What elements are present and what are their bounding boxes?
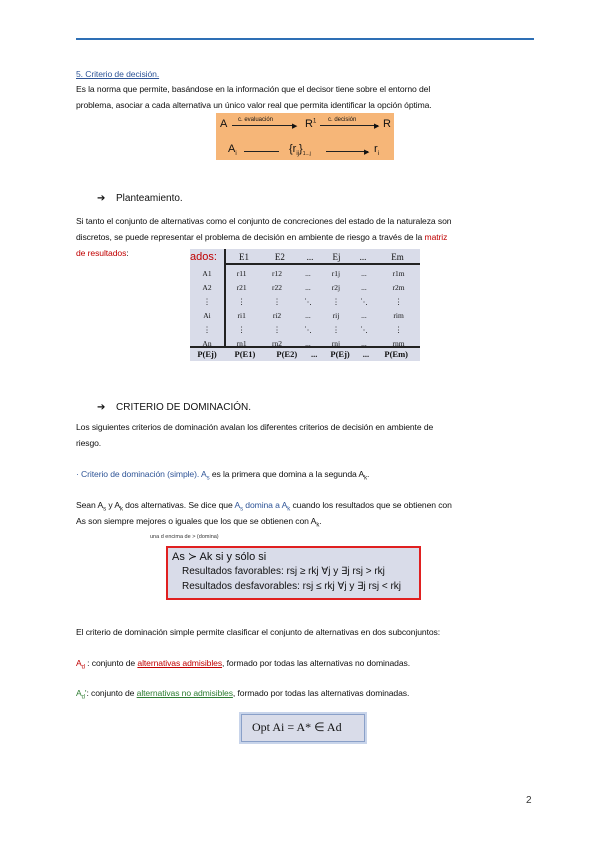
dominacion-line-2: riesgo. xyxy=(76,438,102,448)
diagram-ai: $A_i$ xyxy=(228,143,237,158)
matrix-footer-cell: P(Ej) xyxy=(330,349,350,359)
box-line-3: Resultados desfavorables: rsj ≤ rkj ∀j y ∃j rsj < rkj xyxy=(182,581,401,592)
matrix-cell: ... xyxy=(305,310,311,320)
diagram-r1: $R^1$ xyxy=(305,118,317,130)
diagram-a: A xyxy=(220,118,228,130)
as-line: As son siempre mejores o iguales que los que se obtienen con $A_k$. xyxy=(76,516,322,529)
matrix-footer-cell: P(E1) xyxy=(234,349,256,359)
header-rule xyxy=(76,38,534,40)
matrix-header-cell: ... xyxy=(306,252,314,262)
diagram-rij-set: $\{r_{ij}\}_{1...j}$ xyxy=(289,143,311,158)
matrix-cell: rn1 xyxy=(236,338,247,348)
matrix-cell: ... xyxy=(305,338,311,348)
opt-formula-box xyxy=(241,714,365,742)
matrix-cell: ⋮ xyxy=(273,296,281,306)
diagram-ri: $r_i$ xyxy=(374,143,380,158)
matrix-cell: rnm xyxy=(392,338,405,348)
table-row xyxy=(190,280,420,294)
matrix-footer-cell: P(Em) xyxy=(384,349,408,359)
matrix-cell: rim xyxy=(393,310,404,320)
matrix-cell: ⋮ xyxy=(203,296,211,306)
matrix-cell: r2j xyxy=(331,282,341,292)
matrix-cell: ⋮ xyxy=(394,296,403,306)
results-matrix xyxy=(190,249,420,361)
matrix-cell: r11 xyxy=(236,268,247,278)
matrix-cell: ... xyxy=(361,268,367,278)
matrix-header-table xyxy=(226,250,420,264)
matrix-cell: A1 xyxy=(202,268,212,278)
diagram-label-decision: c. decisión xyxy=(328,117,357,123)
matrix-header-cell: E2 xyxy=(274,252,285,262)
matrix-footer-cell: ... xyxy=(362,349,370,359)
arrow-head-2: ▶ xyxy=(374,123,380,130)
admisibles-link[interactable]: alternativas admisibles xyxy=(137,658,223,668)
matrix-footer-cell: P(Ej) xyxy=(197,349,217,359)
dominacion-heading: CRITERIO DE DOMINACIÓN. xyxy=(116,402,252,413)
box-line-1: As ≻ Ak si y sólo si xyxy=(172,551,267,563)
matrix-cell: ⋮ xyxy=(394,324,403,334)
decision-diagram xyxy=(216,113,394,160)
arrow-head-3: ▶ xyxy=(364,149,370,156)
matrix-link[interactable]: matriz xyxy=(424,232,448,242)
no-admisibles-link[interactable]: alternativas no admisibles xyxy=(136,688,233,698)
matrix-cell: ⋮ xyxy=(203,324,211,334)
dominance-definition-box xyxy=(166,546,421,600)
matrix-cell: rn2 xyxy=(272,338,283,348)
arrow-decision xyxy=(320,125,378,126)
arrow-icon: ➔ xyxy=(97,193,106,204)
matrix-cell: ⋱ xyxy=(304,324,312,334)
matrix-cell: rnj xyxy=(331,338,341,348)
matrix-cell: r22 xyxy=(272,282,283,292)
matrix-cell: ... xyxy=(305,268,311,278)
matrix-cell: ⋮ xyxy=(237,324,246,334)
matrix-cell: ⋮ xyxy=(332,296,340,306)
admisibles-line: $A_d$ : conjunto de alternativas admisibles, formado por todas las alternativas no dominadas. xyxy=(76,658,411,671)
matrix-cell: ⋮ xyxy=(237,296,246,306)
box-line-2: Resultados favorables: rsj ≥ rkj ∀j y ∃j rsj > rkj xyxy=(182,566,385,577)
matrix-footer-table xyxy=(190,347,420,361)
matrix-cell: rij xyxy=(332,310,340,320)
arrow-row2-b xyxy=(326,151,368,152)
matrix-cell: r1j xyxy=(331,268,341,278)
table-row xyxy=(190,308,420,322)
matrix-cell: A2 xyxy=(202,282,212,292)
clasificacion-line: El criterio de dominación simple permite clasificar el conjunto de alternativas en dos subconjuntos: xyxy=(76,627,441,637)
intro-line-1: Es la norma que permite, basándose en la información que el decisor tiene sobre el entorno del xyxy=(76,84,431,94)
matrix-cell: ... xyxy=(361,338,367,348)
matrix-cell: An xyxy=(202,338,212,348)
matrix-cell: ri1 xyxy=(237,310,246,320)
matrix-cell: ... xyxy=(361,310,367,320)
no-admisibles-line: $A_d'$: conjunto de alternativas no admisibles, formado por todas las alternativas dominadas. xyxy=(76,688,410,701)
matrix-cell: ⋮ xyxy=(332,324,340,334)
matrix-cell: ... xyxy=(305,282,311,292)
matrix-header-cell: Ej xyxy=(332,252,341,262)
matrix-cell: r1m xyxy=(392,268,405,278)
simple-criterion-line: · Criterio de dominación (simple). $A_s$ es la primera que domina a la segunda $A_k$. xyxy=(76,469,370,482)
matrix-cell: r12 xyxy=(272,268,283,278)
planteamiento-heading: Planteamiento. xyxy=(116,193,183,204)
matrix-header-cell: E1 xyxy=(238,252,249,262)
diagram-label-evaluation: c. evaluación xyxy=(238,117,274,123)
matrix-cell: ⋱ xyxy=(360,296,368,306)
matrix-cell: ⋱ xyxy=(304,296,312,306)
table-row xyxy=(190,322,420,336)
matrix-header-cell: Em xyxy=(391,252,404,262)
table-row xyxy=(190,294,420,308)
matrix-cell: ⋱ xyxy=(360,324,368,334)
matrix-footer-cell: P(E2) xyxy=(276,349,298,359)
diagram-r: R xyxy=(383,118,391,130)
page-number: 2 xyxy=(526,795,532,806)
section-title: 5. Criterio de decisión. xyxy=(76,69,160,79)
matrix-cell: r21 xyxy=(236,282,247,292)
domina-note: una d encima de > (domina) xyxy=(150,534,219,540)
matrix-header-cell: ... xyxy=(359,252,367,262)
matrix-footer-cell: ... xyxy=(310,349,318,359)
planteamiento-line-1: Si tanto el conjunto de alternativas como el conjunto de concreciones del estado de la naturaleza son xyxy=(76,216,452,226)
dominacion-line-1: Los siguientes criterios de dominación avalan los diferentes criterios de decisión en ambiente de xyxy=(76,422,434,432)
arrow-icon: ➔ xyxy=(97,402,106,413)
intro-line-2: problema, asociar a cada alternativa un único valor real que permita identificar la opción óptima. xyxy=(76,100,432,110)
matrix-cell: ⋮ xyxy=(273,324,281,334)
arrow-row2-a xyxy=(244,151,279,152)
arrow-evaluation xyxy=(232,125,294,126)
planteamiento-line-2: discretos, se puede representar el problema de decisión en ambiente de riesgo a través de la matriz xyxy=(76,232,448,242)
matrix-cell: ri2 xyxy=(272,310,282,320)
matrix-cell: r2m xyxy=(392,282,405,292)
planteamiento-line-3: de resultados: xyxy=(76,248,129,258)
table-row xyxy=(190,266,420,280)
matrix-cell: ... xyxy=(361,282,367,292)
matrix-body-table xyxy=(190,266,420,350)
sean-line: Sean $A_s$ y $A_k$ dos alternativas. Se dice que $A_s$ domina a $A_k$ cuando los resultados que se obtienen con xyxy=(76,500,452,513)
matrix-corner: ados: xyxy=(190,251,217,263)
arrow-head-1: ▶ xyxy=(292,123,298,130)
opt-formula: Opt Ai = A* ∈ Ad xyxy=(252,720,342,734)
matrix-cell: Ai xyxy=(203,310,211,320)
